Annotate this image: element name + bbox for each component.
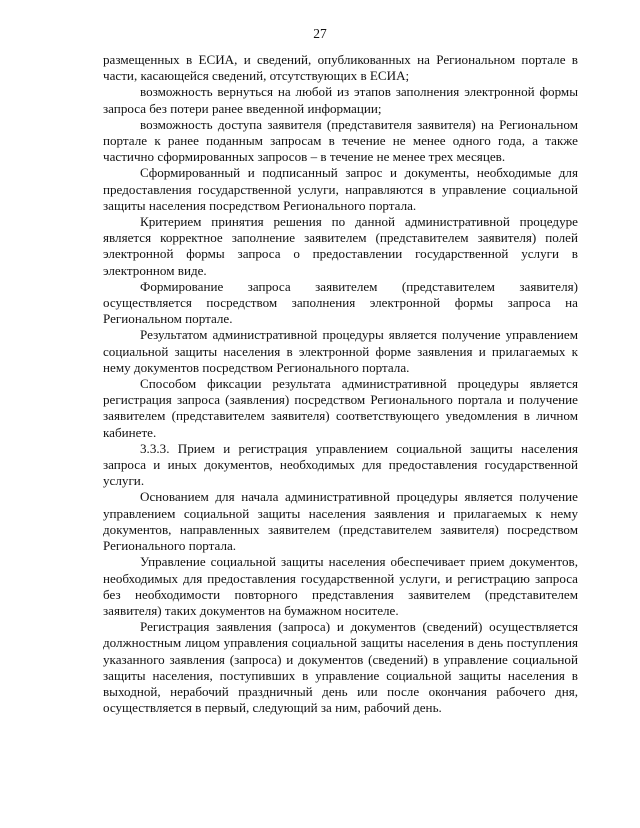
paragraph-4: Сформированный и подписанный запрос и документы, необходимые для предоставления государственной услуги, направляются в управление социальной защиты населения посредством Регионального портала.: [103, 165, 578, 213]
paragraph-1: размещенных в ЕСИА, и сведений, опубликованных на Региональном портале в части, касающейся сведений, отсутствующих в ЕСИА;: [103, 52, 578, 84]
paragraph-8: Способом фиксации результата административной процедуры является регистрация запроса (заявления) посредством Регионального портала и получение заявителем (представителем заявителя) соответствующего уведомления в личном кабинете.: [103, 376, 578, 440]
paragraph-6: Формирование запроса заявителем (представителем заявителя) осуществляется посредством заполнения электронной формы запроса на Региональном портале.: [103, 278, 578, 327]
paragraph-12: Регистрация заявления (запроса) и документов (сведений) осуществляется должностным лицом управления социальной защиты населения в день поступления указанного заявления (запроса) и документов (сведений) в управление социальной защиты населения, поступивших в управление социальной защиты населения в выходной, нерабочий праздничный день или после окончания рабочего дня, осуществляется в первый, следующий за ним, рабочий день.: [103, 619, 578, 716]
document-body: [103, 52, 578, 716]
paragraph-2: возможность вернуться на любой из этапов заполнения электронной формы запроса без потери ранее введенной информации;: [103, 84, 578, 116]
page-number: 27: [313, 26, 327, 41]
paragraph-3: возможность доступа заявителя (представителя заявителя) на Региональном портале к ранее поданным запросам в течение не менее одного года, а также частично сформированных запросов – в течение не менее трех месяцев.: [103, 116, 578, 165]
section-heading-3-3-3: 3.3.3. Прием и регистрация управлением социальной защиты населения запроса и иных документов, необходимых для предоставления государственной услуги.: [103, 440, 578, 489]
paragraph-10: Основанием для начала административной процедуры является получение управлением социальной защиты населения заявления и прилагаемых к нему документов, направленных заявителем (представителем заявителя) посредством Регионального портала.: [103, 489, 578, 554]
paragraph-5: Критерием принятия решения по данной административной процедуре является корректное заполнение заявителем (представителем заявителя) полей электронной формы запроса о предоставлении государственной услуги в электронном виде.: [103, 214, 578, 278]
paragraph-7: Результатом административной процедуры является получение управлением социальной защиты населения в электронной форме заявления и прилагаемых к нему документов посредством Регионального портала.: [103, 327, 578, 375]
paragraph-11: Управление социальной защиты населения обеспечивает прием документов, необходимых для предоставления государственной услуги, и регистрацию запроса без необходимости повторного представления заявителем (представителем заявителя) таких документов на бумажном носителе.: [103, 554, 578, 618]
